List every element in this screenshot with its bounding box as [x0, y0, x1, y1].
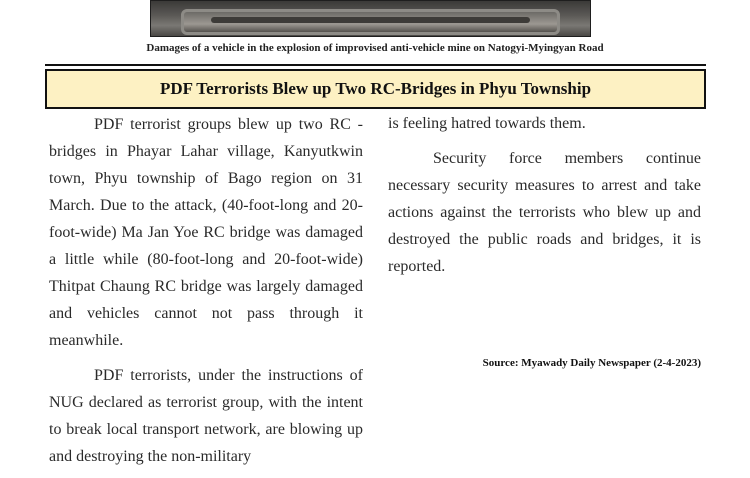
vehicle-trim [211, 17, 530, 23]
right-column [388, 110, 701, 288]
article-headline: PDF Terrorists Blew up Two RC-Bridges in Phyu Township [159, 79, 592, 98]
section-divider [45, 64, 706, 66]
paragraph-continuation: is feeling hatred towards them. [388, 115, 586, 132]
vehicle-damage-photo [150, 0, 591, 37]
left-column [49, 111, 363, 478]
paragraph: PDF terrorists, under the instructions of NUG declared as terrorist group, with the intent to break local transport network, are blowing up and destroying the non-military [49, 367, 363, 465]
paragraph: PDF terrorist groups blew up two RC -bridges in Phayar Lahar village, Kanyutkwin town, Phyu township of Bago region on 31 March. Due to the attack, (40-foot-long and 20-foot-wide) Ma Jan Yoe RC bridge was damaged a little while (80-foot-long and 20-foot-wide) Thitpat Chaung RC bridge was largely damaged and vehicles cannot not pass through it meanwhile. [49, 116, 363, 349]
headline-banner [45, 69, 706, 109]
source-credit: Source: Myawady Daily Newspaper (2-4-2023) [482, 357, 701, 369]
photo-caption: Damages of a vehicle in the explosion of improvised anti-vehicle mine on Natogyi-Myingyan Road [146, 42, 604, 54]
paragraph: Security force members continue necessary security measures to arrest and take actions against the terrorists who blew up and destroyed the public roads and bridges, it is reported. [388, 150, 701, 275]
